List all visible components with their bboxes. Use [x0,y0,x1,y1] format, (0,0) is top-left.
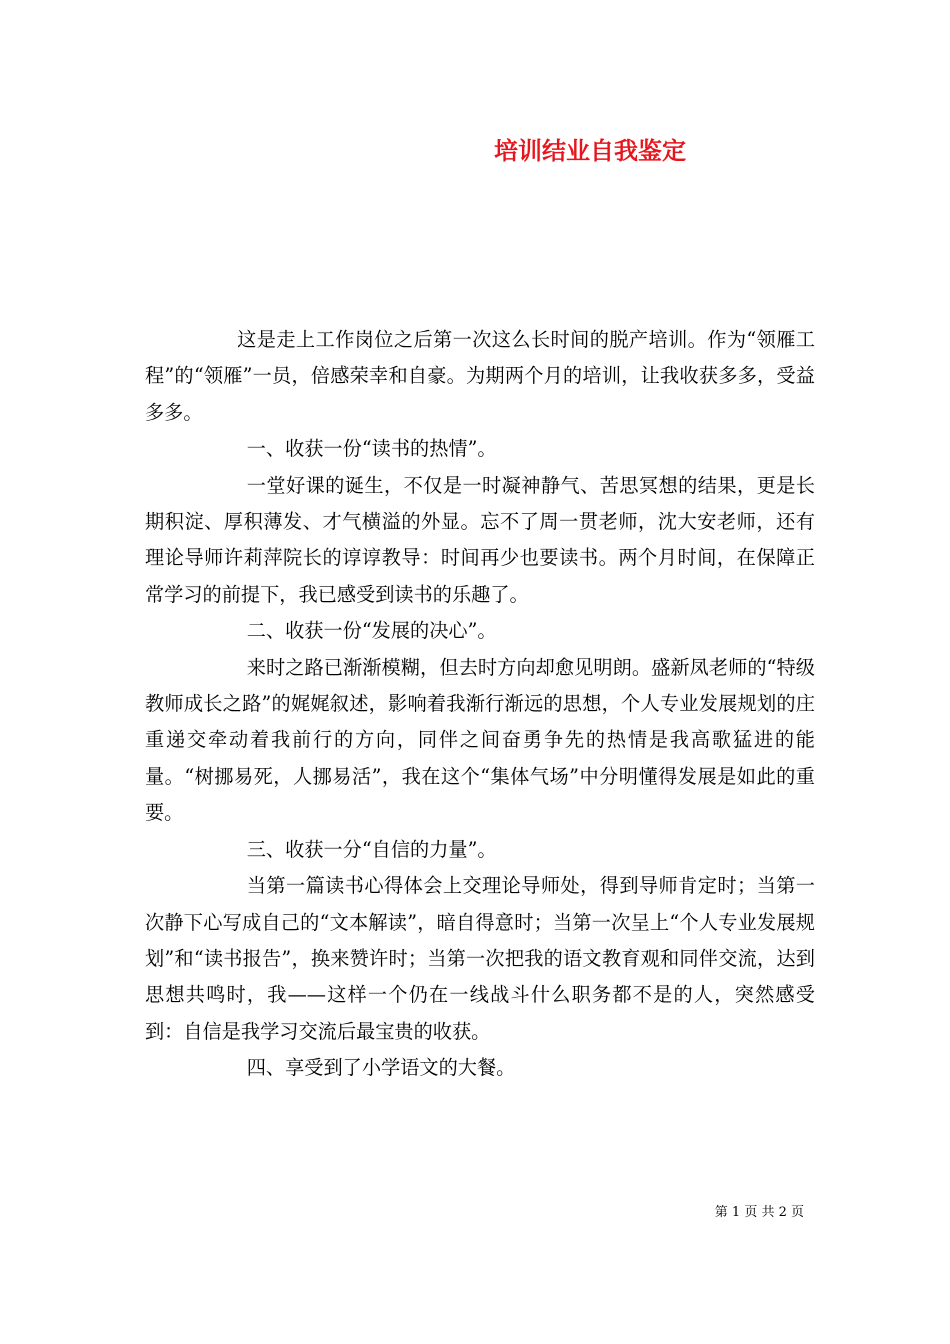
document-body [145,322,815,1087]
document-title: 培训结业自我鉴定 [494,136,686,165]
paragraph-section-2: 来时之路已渐渐模糊，但去时方向却愈见明朗。盛新凤老师的“特级教师成长之路”的娓娓叙述，影响着我渐行渐远的思想，个人专业发展规划的庄重递交牵动着我前行的方向，同伴之间奋勇争先的热情是我高歌猛进的能量。“树挪易死，人挪易活”，我在这个“集体气场”中分明懂得发展是如此的重要。 [145,655,815,825]
section-heading-2: 二、收获一份“发展的决心”。 [246,619,497,643]
section-heading-3: 三、收获一分“自信的力量”。 [246,837,497,861]
page-number: 第 1 页 共 2 页 [714,1205,804,1220]
paragraph-intro: 这是走上工作岗位之后第一次这么长时间的脱产培训。作为“领雁工程”的“领雁”一员，倍感荣幸和自豪。为期两个月的培训，让我收获多多，受益多多。 [145,328,815,424]
section-heading-4: 四、享受到了小学语文的大餐。 [246,1056,516,1080]
paragraph-section-3: 当第一篇读书心得体会上交理论导师处，得到导师肯定时；当第一次静下心写成自己的“文本解读”，暗自得意时；当第一次呈上“个人专业发展规划”和“读书报告”，换来赞许时；当第一次把我的语文教育观和同伴交流，达到思想共鸣时，我——这样一个仍在一线战斗什么职务都不是的人，突然感受到：自信是我学习交流后最宝贵的收获。 [145,874,815,1043]
paragraph-section-1: 一堂好课的诞生，不仅是一时凝神静气、苦思冥想的结果，更是长期积淀、厚积薄发、才气横溢的外显。忘不了周一贯老师，沈大安老师，还有理论导师许莉萍院长的谆谆教导：时间再少也要读书。两个月时间，在保障正常学习的前提下，我已感受到读书的乐趣了。 [145,473,815,606]
section-heading-1: 一、收获一份“读书的热情”。 [246,437,497,461]
